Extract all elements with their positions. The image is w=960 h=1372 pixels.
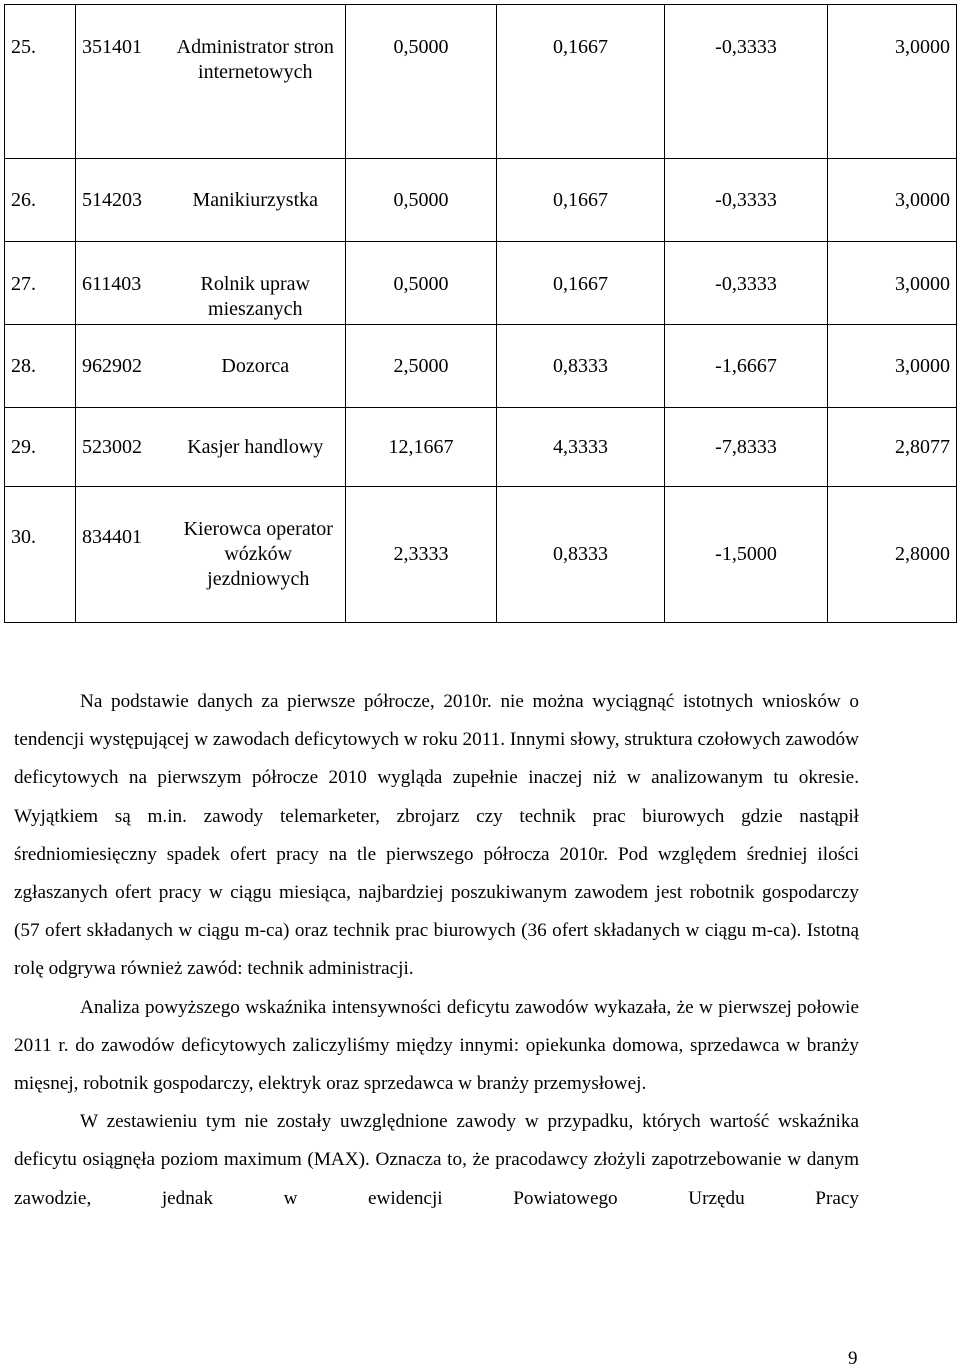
table-row [5,242,957,325]
occupations-table [4,4,957,623]
occupation-code: 514203 [76,159,166,242]
table-row [5,325,957,408]
table-row [5,5,957,159]
row-number: 30. [5,487,76,623]
row-number: 27. [5,242,76,325]
value-cell: 0,1667 [497,159,665,242]
value-cell: -0,3333 [665,5,828,159]
value-cell: 0,8333 [497,325,665,408]
value-cell: 2,8077 [828,408,957,487]
paragraph: W zestawieniu tym nie zostały uwzględnione zawody w przypadku, których wartość wskaźnika deficytu osiągnęła poziom maximum (MAX). Oznacza to, że pracodawcy złożyli zapotrzebowanie w danym zawodzie, jednak w ewidencji Powiatowego Urzędu Pracy [14,1111,859,1209]
table-row [5,487,957,623]
value-cell: 0,5000 [346,159,497,242]
occupation-name: Dozorca [166,325,346,408]
occupation-code: 611403 [76,242,166,325]
value-cell: -1,5000 [665,487,828,623]
row-number: 28. [5,325,76,408]
value-cell: 0,5000 [346,242,497,325]
value-cell: 3,0000 [828,159,957,242]
body-text [14,683,859,1218]
value-cell: 2,8000 [828,487,957,623]
occupation-code: 351401 [76,5,166,159]
value-cell: 3,0000 [828,325,957,408]
occupation-name: Manikiurzystka [166,159,346,242]
occupation-name: Rolnik upraw mieszanych [166,242,346,325]
value-cell: -0,3333 [665,159,828,242]
occupation-name: Administrator stron internetowych [166,5,346,159]
value-cell: 4,3333 [497,408,665,487]
value-cell: 0,8333 [497,487,665,623]
paragraph: Analiza powyższego wskaźnika intensywności deficytu zawodów wykazała, że w pierwszej połowie 2011 r. do zawodów deficytowych zaliczyliśmy między innymi: opiekunka domowa, sprzedawca w branży mięsnej, robotnik gospodarczy, elektryk oraz sprzedawca w branży przemysłowej. [14,996,859,1095]
table-row [5,408,957,487]
value-cell: 3,0000 [828,5,957,159]
value-cell: 0,1667 [497,5,665,159]
value-cell: 12,1667 [346,408,497,487]
occupation-name: Kasjer handlowy [166,408,346,487]
row-number: 25. [5,5,76,159]
value-cell: 0,5000 [346,5,497,159]
occupation-name: Kierowca operator wózków jezdniowych [166,487,346,623]
value-cell: 0,1667 [497,242,665,325]
value-cell: -1,6667 [665,325,828,408]
paragraph: Na podstawie danych za pierwsze półrocze, 2010r. nie można wyciągnąć istotnych wniosków o tendencji występującej w zawodach deficytowych w roku 2011. Innymi słowy, struktura czołowych zawodów deficytowych na pierwszym półrocze 2010 wygląda zupełnie inaczej niż w analizowanym tu okresie. Wyjątkiem są m.in. zawody telemarketer, zbrojarz czy technik prac biurowych gdzie nastąpił średniomiesięczny spadek ofert pracy na tle pierwszego półrocza 2010r. Pod względem średniej ilości zgłaszanych ofert pracy w ciągu miesiąca, najbardziej poszukiwanym zawodem jest robotnik gospodarczy (57 ofert składanych w ciągu m-ca) oraz technik prac biurowych (36 ofert składanych w ciągu m-ca). Istotną rolę odgrywa również zawód: technik administracji. [14,691,859,980]
occupation-code: 962902 [76,325,166,408]
row-number: 26. [5,159,76,242]
occupation-code: 834401 [76,487,166,623]
table-row [5,159,957,242]
row-number: 29. [5,408,76,487]
value-cell: -0,3333 [665,242,828,325]
page-number: 9 [848,1348,858,1369]
value-cell: 2,3333 [346,487,497,623]
occupation-code: 523002 [76,408,166,487]
value-cell: 2,5000 [346,325,497,408]
value-cell: -7,8333 [665,408,828,487]
value-cell: 3,0000 [828,242,957,325]
